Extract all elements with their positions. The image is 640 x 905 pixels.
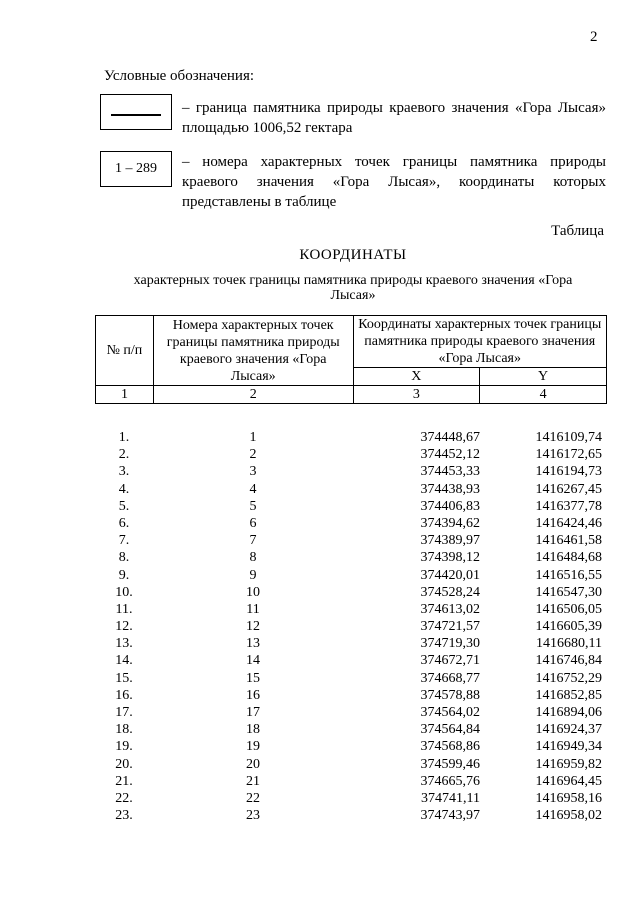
table-row [95,549,607,566]
table-row [95,618,607,635]
row-index: 12. [115,619,133,635]
point-number: 13 [246,636,260,652]
table-row [95,429,607,446]
point-number: 8 [249,550,257,566]
table-row [95,756,607,773]
coord-x: 374568,86 [420,739,480,755]
table-row [95,463,607,480]
row-index: 15. [115,670,133,686]
header-point-numbers: Номера характерных точек границы памятника природы краевого значения «Гора Лысая» [153,316,353,386]
point-number: 15 [246,670,260,686]
point-number: 21 [246,773,260,789]
coord-x: 374741,11 [421,790,480,806]
header-x: X [353,368,480,386]
header-coordinates: Координаты характерных точек границы памятника природы краевого значения «Гора Лысая» [353,316,607,368]
table-row [95,721,607,738]
boundary-line-icon [111,114,161,116]
coord-y: 1416484,68 [535,550,602,566]
point-numbers-symbol: 1 – 289 [100,151,172,187]
coord-y: 1416377,78 [535,498,602,514]
table-row [95,446,607,463]
point-number: 5 [249,498,257,514]
column-number-4: 4 [480,386,607,404]
table-row [95,790,607,807]
coord-y: 1416924,37 [535,722,602,738]
point-number: 22 [246,790,260,806]
point-number: 23 [246,808,260,824]
coord-y: 1416605,39 [535,619,602,635]
coord-y: 1416958,16 [535,790,602,806]
coord-y: 1416964,45 [535,773,602,789]
legend-boundary-text: – граница памятника природы краевого значения «Гора Лысая» площадью 1006,52 гектара [182,100,606,136]
coord-y: 1416194,73 [535,464,602,480]
coord-y: 1416506,05 [535,601,602,617]
coord-y: 1416852,85 [535,687,602,703]
coord-y: 1416172,65 [535,447,602,463]
table-row [95,584,607,601]
column-number-3: 3 [353,386,480,404]
point-number: 2 [249,447,257,463]
coord-x: 374438,93 [420,481,480,497]
table-row [95,807,607,824]
coord-x: 374721,57 [420,619,480,635]
point-number: 6 [249,515,257,531]
coord-y: 1416949,34 [535,739,602,755]
table-row [95,773,607,790]
row-index: 17. [115,705,133,720]
coord-y: 1416461,58 [535,533,602,549]
header-y: Y [480,368,607,386]
table-row [95,515,607,532]
table-row [95,498,607,515]
coord-y: 1416894,06 [535,705,602,720]
table-row [95,670,607,687]
legend-title: Условные обозначения: [104,68,255,84]
row-index: 6. [118,515,130,531]
row-index: 19. [115,739,133,755]
row-index: 7. [118,533,130,549]
point-number: 11 [246,601,260,617]
row-index: 21. [115,773,133,789]
column-number-1: 1 [96,386,154,404]
coordinates-table-header [95,315,607,404]
table-row [95,635,607,652]
point-number: 19 [246,739,260,755]
row-index: 8. [118,550,130,566]
coord-x: 374528,24 [420,584,480,600]
coord-x: 374564,84 [420,722,480,738]
point-number: 3 [249,464,257,480]
point-number: 17 [246,705,260,720]
coord-x: 374448,67 [420,430,480,445]
row-index: 16. [115,687,133,703]
row-index: 4. [118,481,130,497]
coord-y: 1416746,84 [535,653,602,669]
row-index: 13. [115,636,133,652]
row-index: 14. [115,653,133,669]
boundary-line-symbol [100,94,172,130]
coord-x: 374672,71 [420,653,480,669]
coord-y: 1416547,30 [535,584,602,600]
table-subheading: характерных точек границы памятника природы краевого значения «Гора Лысая» [133,273,573,303]
coord-x: 374389,97 [420,533,480,549]
table-row [95,687,607,704]
table-heading: КООРДИНАТЫ [299,247,407,263]
point-number: 14 [246,653,260,669]
point-number: 20 [246,756,260,772]
row-index: 1. [118,430,130,445]
table-row [95,567,607,584]
coord-x: 374719,30 [420,636,480,652]
point-number: 4 [249,481,257,497]
row-index: 5. [118,498,130,514]
coord-x: 374398,12 [420,550,480,566]
coord-y: 1416516,55 [535,567,602,583]
coord-x: 374420,01 [420,567,480,583]
row-index: 10. [115,584,133,600]
coord-x: 374578,88 [420,687,480,703]
row-index: 20. [115,756,133,772]
row-index: 3. [118,464,130,480]
table-row [95,532,607,549]
row-index: 23. [115,808,133,824]
row-index: 2. [118,447,130,463]
coord-x: 374564,02 [420,705,480,720]
point-number: 16 [246,687,260,703]
coord-x: 374394,62 [420,515,480,531]
coordinates-table-body [95,429,607,824]
row-index: 18. [115,722,133,738]
coord-y: 1416958,02 [535,808,602,824]
table-row [95,481,607,498]
header-number: № п/п [96,316,154,386]
column-number-2: 2 [153,386,353,404]
coord-x: 374599,46 [420,756,480,772]
coord-x: 374452,12 [420,447,480,463]
point-number: 9 [249,567,257,583]
point-number: 10 [246,584,260,600]
row-index: 9. [118,567,130,583]
coord-x: 374453,33 [420,464,480,480]
coord-y: 1416752,29 [535,670,602,686]
row-index: 22. [115,790,133,806]
table-label: Таблица [551,223,604,239]
row-index: 11. [115,601,133,617]
coord-y: 1416959,82 [535,756,602,772]
table-row [95,601,607,618]
coord-x: 374613,02 [420,601,480,617]
coord-x: 374665,76 [420,773,480,789]
coord-x: 374668,77 [420,670,480,686]
coord-y: 1416424,46 [535,515,602,531]
coord-y: 1416680,11 [536,636,602,652]
point-number: 1 [249,430,257,445]
coord-x: 374406,83 [420,498,480,514]
table-row [95,704,607,721]
legend-points-text: – номера характерных точек границы памятника природы краевого значения «Гора Лысая», координаты которых представлены в таблице [182,154,606,210]
point-number: 12 [246,619,260,635]
point-number: 7 [249,533,257,549]
table-row [95,738,607,755]
coord-y: 1416109,74 [535,430,602,445]
table-row [95,652,607,669]
point-number: 18 [246,722,260,738]
coord-x: 374743,97 [420,808,480,824]
page-number: 2 [590,29,598,45]
coord-y: 1416267,45 [535,481,602,497]
